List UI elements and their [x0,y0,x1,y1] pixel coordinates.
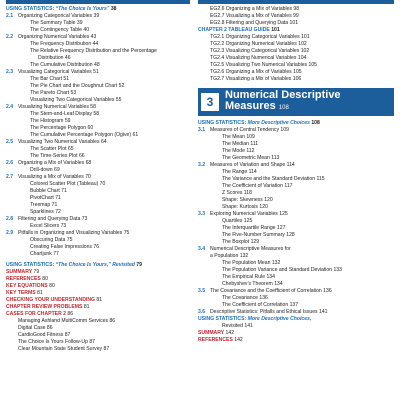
review-entry [6,304,190,311]
subsection-title: The Histogram 59 [30,118,71,124]
subsection-entry [6,237,190,244]
section-title: Visualizing Categorical Variables 51 [18,69,99,75]
subsection-title: Distribution 46 [38,55,71,61]
section-title: Organizing Categorical Variables 39 [18,13,100,19]
section-title: Measures of Variation and Shape 114 [210,162,295,168]
subsection-title: Colored Scatter Plot (Tableau) 70 [30,181,106,187]
subsection-entry [198,267,394,274]
subsection-entry [6,132,190,139]
top-header-bar [6,0,190,4]
subsection-entry [6,251,190,258]
section-title: Visualizing Numerical Variables 58 [18,104,96,110]
review-entry [6,297,190,304]
subsection-entry [198,232,394,239]
subsection-entry [6,97,190,104]
subsection-title: Visualizing Two Categorical Variables 55 [30,97,122,103]
cases-heading [6,311,190,318]
subsection-title: Chebyshev’s Theorem 134 [222,281,283,287]
subsection-entry [6,83,190,90]
using-title: “The Choice Is Yours” [55,6,110,12]
subsection-title: The Boxplot 129 [222,239,260,245]
review-label: REFERENCES [198,337,233,343]
section-entry [6,104,190,111]
subsection-title: The Covariance 136 [222,295,268,301]
subsection-title: EG2.7 Visualizing a Mix of Variables 99 [210,13,299,19]
subsection-entry [6,332,190,339]
using-label: USING STATISTICS: [6,262,56,268]
section-number: 3.2 [198,162,206,168]
section-title: Descriptive Statistics: Pitfalls and Ethical Issues 141 [210,309,328,315]
subsection-entry [198,260,394,267]
subsection-entry [6,55,190,62]
subsection-entry [198,197,394,204]
review-label: REFERENCES [6,276,41,282]
subsection-entry [6,27,190,34]
using-title: More Descriptive Choices, [247,316,312,322]
tableau-guide-heading [198,27,394,34]
page-number: 108 [309,120,320,126]
page-number: 86 [66,311,74,317]
cases-label: CASES FOR CHAPTER 2 [6,311,67,317]
subsection-entry [198,239,394,246]
subsection-entry [6,202,190,209]
subsection-entry [198,169,394,176]
subsection-entry [198,34,394,41]
subsection-entry [198,225,394,232]
subsection-entry [6,223,190,230]
review-entry [198,330,394,337]
subsection-title: The Cumulative Distribution 48 [30,62,100,68]
subsection-entry [198,62,394,69]
subsection-title: The Median 111 [222,141,259,147]
chapter-3-banner [198,88,394,116]
chapter-page: 108 [278,105,289,111]
subsection-title: Shape: Kurtosis 120 [222,204,268,210]
subsection-entry [198,155,394,162]
subsection-title: The Stem-and-Leaf Display 58 [30,111,100,117]
subsection-entry [198,218,394,225]
subsection-title: Z Scores 118 [222,190,252,196]
subsection-entry [198,253,394,260]
subsection-entry [6,195,190,202]
subsection-title: a Population 132 [210,253,249,259]
section-entry [198,309,394,316]
subsection-title: Clear Mountain State Student Survey 87 [18,346,110,352]
subsection-title: The Mean 109 [222,134,255,140]
subsection-title: The Coefficient of Correlation 137 [222,302,299,308]
section-number: 2.9 [6,230,14,236]
section-title: Filtering and Querying Data 73 [18,216,88,222]
subsection-entry [198,148,394,155]
subsection-entry [198,69,394,76]
subsection-title: The Percentage Polygon 60 [30,125,94,131]
subsection-title: PivotChart 71 [30,195,61,201]
review-label: SUMMARY [198,330,225,336]
section-title: Pitfalls in Organizing and Visualizing Variables 75 [18,230,130,236]
toc-left-column [6,6,190,353]
section-title: Numerical Descriptive Measures for [210,246,291,252]
subsection-title: The Mode 112 [222,148,255,154]
section-entry [198,162,394,169]
subsection-entry [6,76,190,83]
subsection-entry [6,346,190,353]
subsection-entry [6,188,190,195]
section-title: Visualizing Two Numerical Variables 64 [18,139,107,145]
subsection-entry [6,318,190,325]
subsection-entry [6,181,190,188]
section-entry [6,34,190,41]
section-entry [6,216,190,223]
subsection-entry [6,48,190,55]
using-label: USING STATISTICS: [6,6,56,12]
section-title: Organizing a Mix of Variables 68 [18,160,92,166]
subsection-title: The Range 114 [222,169,257,175]
page-number: 80 [40,276,48,282]
using-statistics-heading [198,120,394,127]
chapter-title-line1: Numerical Descriptive [225,89,341,101]
section-number: 2.4 [6,104,14,110]
review-label: CHAPTER REVIEW PROBLEMS [6,304,83,310]
section-number: 2.2 [6,34,14,40]
section-entry [198,246,394,253]
subsection-title: The Population Mean 132 [222,260,281,266]
section-title: Exploring Numerical Variables 125 [210,211,288,217]
review-entry [198,337,394,344]
section-number: 2.6 [6,160,14,166]
subsection-entry [198,13,394,20]
page-number: 79 [134,262,142,268]
section-entry [198,211,394,218]
subsection-entry [6,153,190,160]
review-entry [6,290,190,297]
subsection-title: The Frequency Distribution 44 [30,41,99,47]
subsection-entry [198,302,394,309]
subsection-entry [198,295,394,302]
subsection-title: Creating False Impressions 76 [30,244,100,250]
using-title: “The Choice Is Yours,” Revisited [55,262,135,268]
section-number: 2.8 [6,216,14,222]
subsection-entry [198,183,394,190]
guide-label: CHAPTER 2 TABLEAU GUIDE [198,27,270,33]
subsection-title: The Geometric Mean 113 [222,155,280,161]
subsection-entry [198,41,394,48]
subsection-title: TG2.6 Organizing a Mix of Variables 105 [210,69,302,75]
subsection-title: Treemap 71 [30,202,58,208]
subsection-title: The Relative Frequency Distribution and the Percentage [30,48,157,54]
section-number: 3.6 [198,309,206,315]
subsection-entry [6,167,190,174]
section-entry [6,69,190,76]
review-entry [6,283,190,290]
subsection-title: The Cumulative Percentage Polygon (Ogive) 61 [30,132,139,138]
subsection-entry [198,6,394,13]
section-entry [6,160,190,167]
subsection-title: Quartiles 125 [222,218,253,224]
subsection-title: The Population Variance and Standard Deviation 133 [222,267,342,273]
subsection-title: Obscuring Data 75 [30,237,73,243]
subsection-entry [198,48,394,55]
using-label: USING STATISTICS: [198,316,248,322]
top-header-bar-right [198,0,394,4]
subsection-title: TG2.7 Visualizing a Mix of Variables 106 [210,76,302,82]
subsection-entry [198,76,394,83]
subsection-title: The Choice Is Yours Follow-Up 87 [18,339,96,345]
chapter-3-list [198,120,394,344]
section-title: Visualizing a Mix of Variables 70 [18,174,91,180]
subsection-entry [6,41,190,48]
subsection-entry [6,90,190,97]
subsection-entry [6,244,190,251]
subsection-entry [6,20,190,27]
section-number: 3.5 [198,288,206,294]
subsection-entry [6,62,190,69]
subsection-entry [198,204,394,211]
subsection-title: The Scatter Plot 65 [30,146,74,152]
subsection-title: TG2.5 Visualizing Two Numerical Variables 105 [210,62,318,68]
review-label: CHECKING YOUR UNDERSTANDING [6,297,95,303]
chapter-title [225,90,341,114]
toc-right-column [198,6,394,344]
page-number: 81 [35,290,43,296]
subsection-title: The Time-Series Plot 66 [30,153,85,159]
subsection-title: The Empirical Rule 134 [222,274,275,280]
section-number: 2.7 [6,174,14,180]
using-label: USING STATISTICS: [198,120,248,126]
subsection-title: The Coefficient of Variation 117 [222,183,293,189]
section-title: The Covariance and the Coefficient of Correlation 136 [210,288,332,294]
section-entry [6,174,190,181]
section-number: 2.1 [6,13,14,19]
subsection-entry [198,141,394,148]
subsection-title: Revisited 141 [222,323,253,329]
review-label: KEY TERMS [6,290,36,296]
subsection-title: EG2.6 Organizing a Mix of Variables 98 [210,6,300,12]
subsection-title: The Variance and the Standard Deviation 115 [222,176,325,182]
subsection-entry [198,323,394,330]
subsection-entry [6,325,190,332]
subsection-entry [198,274,394,281]
subsection-title: CardioGood Fitness 87 [18,332,71,338]
subsection-title: EG2.8 Filtering and Querying Data 101 [210,20,299,26]
subsection-entry [6,146,190,153]
subsection-title: Digital Case 86 [18,325,53,331]
subsection-title: TG2.1 Organizing Categorical Variables 101 [210,34,310,40]
subsection-entry [6,111,190,118]
subsection-title: The Pareto Chart 53 [30,90,77,96]
page-number: 142 [224,330,235,336]
section-entry [6,13,190,20]
subsection-title: Managing Ashland MultiComm Services 86 [18,318,116,324]
review-label: KEY EQUATIONS [6,283,48,289]
subsection-title: Excel Slicers 73 [30,223,67,229]
subsection-entry [6,339,190,346]
subsection-entry [198,190,394,197]
section-number: 2.3 [6,69,14,75]
using-statistics-heading [6,6,190,13]
subsection-title: Shape: Skewness 120 [222,197,273,203]
page-number: 80 [47,283,55,289]
section-entry [198,288,394,295]
tableau-guide-list [198,6,394,83]
using-statistics-heading [198,316,394,323]
section-entry [6,230,190,237]
subsection-title: The Summary Table 39 [30,20,83,26]
subsection-title: Chartjunk 77 [30,251,59,257]
using-statistics-heading [6,262,190,269]
section-title: Measures of Central Tendency 109 [210,127,289,133]
chapter-title-line2: Measures [225,100,276,112]
subsection-title: The Contingency Table 40 [30,27,90,33]
page-number: 38 [109,6,117,12]
subsection-title: TG2.4 Visualizing Numerical Variables 104 [210,55,307,61]
section-entry [6,139,190,146]
page-number: 79 [32,269,40,275]
subsection-title: The Interquartile Range 127 [222,225,286,231]
subsection-entry [198,55,394,62]
subsection-title: TG2.2 Organizing Numerical Variables 102 [210,41,307,47]
review-entry [6,269,190,276]
section-number: 2.5 [6,139,14,145]
subsection-entry [6,118,190,125]
subsection-entry [6,209,190,216]
section-number: 3.4 [198,246,206,252]
subsection-title: TG2.3 Visualizing Categorical Variables 102 [210,48,310,54]
subsection-entry [198,134,394,141]
subsection-entry [198,281,394,288]
page-number: 81 [94,297,103,303]
section-number: 3.1 [198,127,206,133]
chapter-number: 3 [201,93,219,111]
page-number: 101 [269,27,280,33]
subsection-title: Drill-down 69 [30,167,60,173]
subsection-title: The Pie Chart and the Doughnut Chart 52 [30,83,125,89]
section-title: Organizing Numerical Variables 43 [18,34,97,40]
page-number: 142 [232,337,243,343]
subsection-title: The Bar Chart 51 [30,76,70,82]
subsection-entry [198,20,394,27]
subsection-entry [198,176,394,183]
subsection-title: Sparklines 72 [30,209,61,215]
review-label: SUMMARY [6,269,33,275]
subsection-title: The Five-Number Summary 128 [222,232,295,238]
review-entry [6,276,190,283]
section-entry [198,127,394,134]
subsection-title: Bubble Chart 71 [30,188,67,194]
using-title: More Descriptive Choices [247,120,310,126]
section-number: 3.3 [198,211,206,217]
subsection-entry [6,125,190,132]
page-number: 81 [82,304,90,310]
